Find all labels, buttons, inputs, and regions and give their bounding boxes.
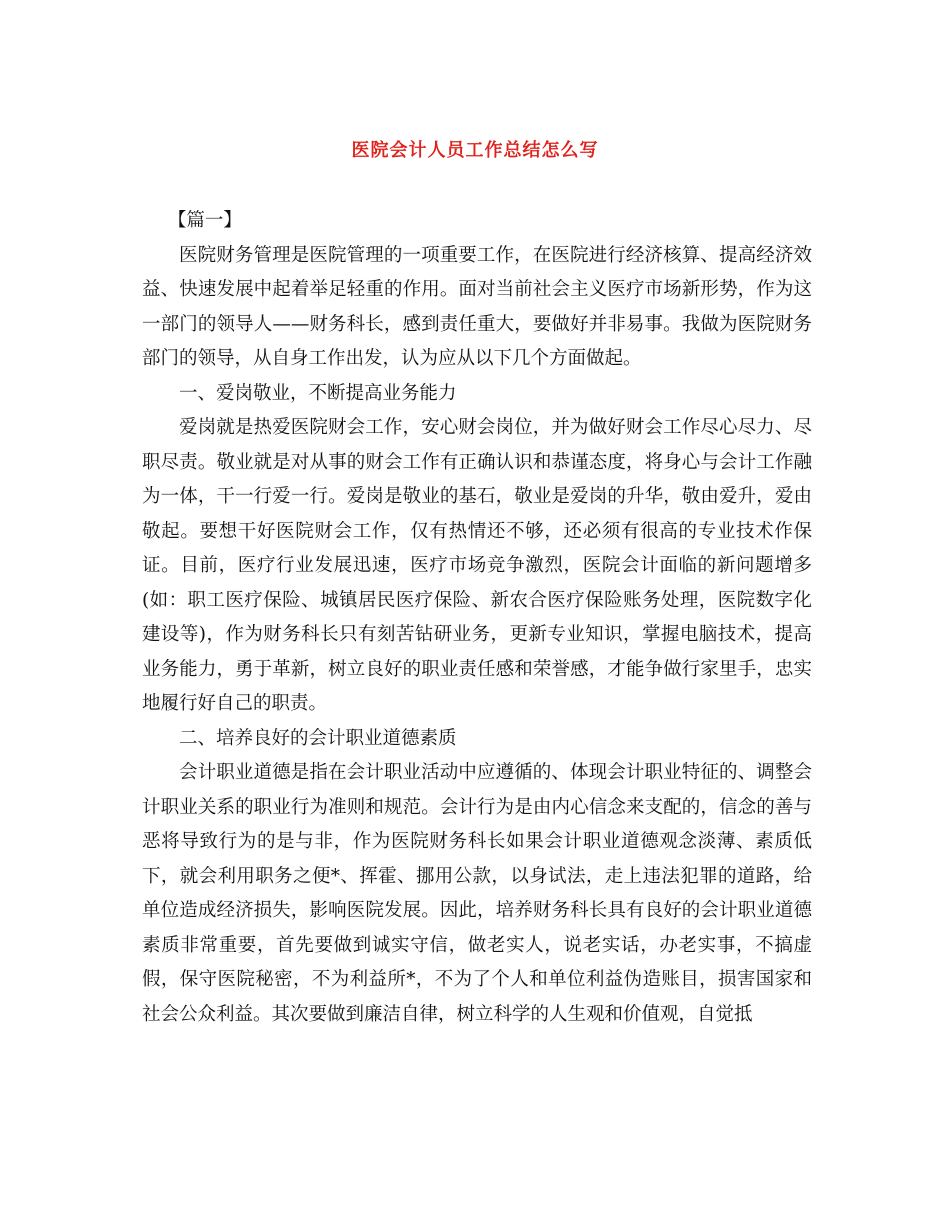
heading-section-one: 一、爱岗敬业，不断提高业务能力 [179, 382, 457, 404]
document-title: 医院会计人员工作总结怎么写 [351, 140, 599, 161]
paragraph-intro: 医院财务管理是医院管理的一项重要工作，在医院进行经济核算、提高经济效益、快速发展中起着举足轻重的作用。面对当前社会主义医疗市场新形势，作为这一部门的领导人——财务科长，感到责任重大，要做好并非易事。我做为医院财务部门的领导，从自身工作出发，认为应从以下几个方面做起。 [142, 244, 812, 369]
document-body [142, 204, 812, 1032]
paragraph-section-two: 会计职业道德是指在会计职业活动中应遵循的、体现会计职业特征的、调整会计职业关系的职业行为准则和规范。会计行为是由内心信念来支配的，信念的善与恶将导致行为的是与非，作为医院财务科长如果会计职业道德观念淡薄、素质低下，就会利用职务之便*、挥霍、挪用公款，以身试法，走上违法犯罪的道路，给单位造成经济损失，影响医院发展。因此，培养财务科长具有良好的会计职业道德素质非常重要，首先要做到诚实守信，做老实人，说老实话，办老实事，不搞虚假，保守医院秘密，不为利益所*，不为了个人和单位利益伪造账目，损害国家和社会公众利益。其次要做到廉洁自律，树立科学的人生观和价值观，自觉抵 [142, 762, 812, 1025]
section-label-part-one: 【篇一】 [167, 210, 242, 231]
paragraph-section-one: 爱岗就是热爱医院财会工作，安心财会岗位，并为做好财会工作尽心尽力、尽职尽责。敬业就是对从事的财会工作有正确认识和恭谨态度，将身心与会计工作融为一体，干一行爱一行。爱岗是敬业的基石，敬业是爱岗的升华，敬由爱升，爱由敬起。要想干好医院财会工作，仅有热情还不够，还必须有很高的专业技术作保证。目前，医疗行业发展迅速，医疗市场竞争激烈，医院会计面临的新问题增多(如：职工医疗保险、城镇居民医疗保险、新农合医疗保险账务处理，医院数字化建设等)，作为财务科长只有刻苦钻研业务，更新专业知识，掌握电脑技术，提高业务能力，勇于革新，树立良好的职业责任感和荣誉感，才能争做行家里手，忠实地履行好自己的职责。 [142, 417, 812, 714]
heading-section-two: 二、培养良好的会计职业道德素质 [179, 727, 457, 749]
